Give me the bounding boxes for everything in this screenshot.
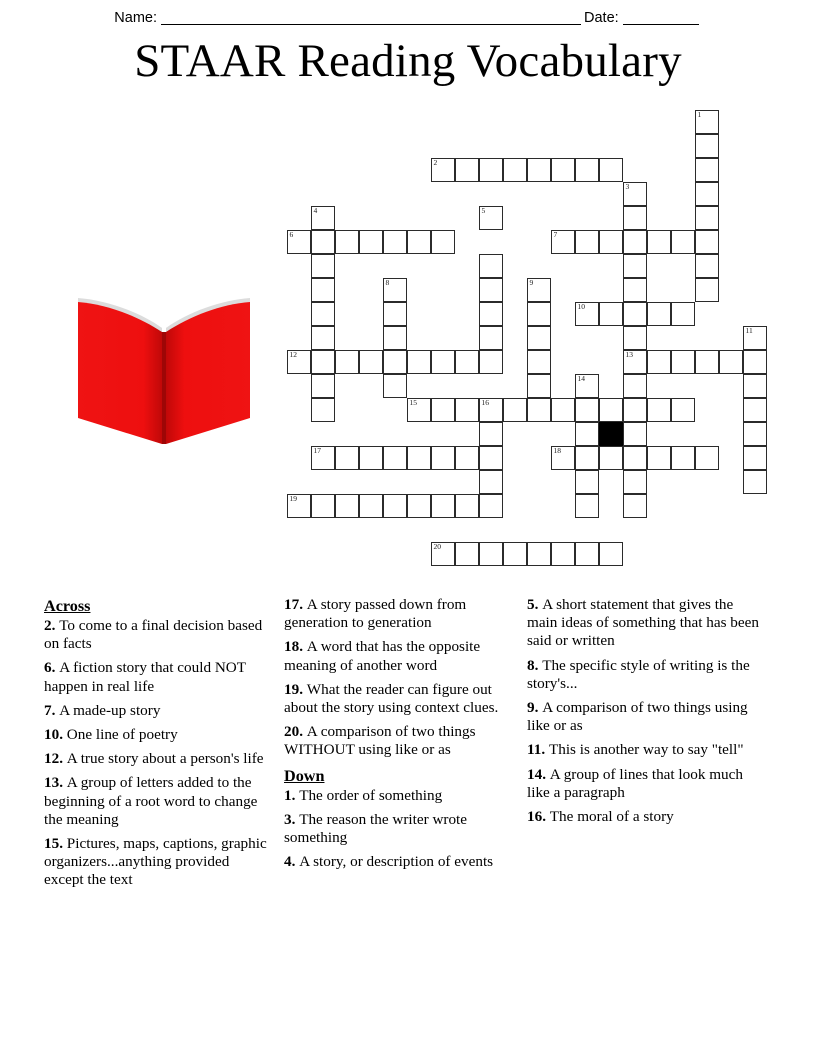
clue-number: 13. (44, 774, 67, 792)
clue-text: A word that has the opposite meaning of another word (284, 638, 481, 674)
grid-cell[interactable] (671, 302, 695, 326)
clue-column-3 (527, 596, 772, 896)
grid-cell-number: 1 (697, 110, 702, 119)
clue-number: 2. (44, 617, 60, 634)
grid-cell[interactable] (287, 494, 311, 518)
grid-cell[interactable] (311, 446, 335, 470)
grid-cell[interactable] (527, 326, 551, 350)
grid-cell[interactable] (647, 350, 671, 374)
grid-cell-number: 4 (313, 206, 318, 215)
grid-cell[interactable] (551, 446, 575, 470)
clue-text: A comparison of two things using like or as (527, 699, 748, 735)
grid-cell[interactable] (359, 230, 383, 254)
grid-cell[interactable] (479, 542, 503, 566)
open-book-icon (76, 286, 252, 444)
grid-cell[interactable] (695, 134, 719, 158)
grid-cell[interactable] (431, 398, 455, 422)
grid-cell[interactable] (527, 398, 551, 422)
grid-cell[interactable] (623, 374, 647, 398)
clue-item (284, 723, 515, 759)
grid-cell[interactable] (311, 494, 335, 518)
clue-text: A group of lines that look much like a paragraph (527, 765, 743, 801)
clue-text: A group of letters added to the beginning of a root word to change the meaning (44, 774, 258, 828)
grid-cell[interactable] (311, 254, 335, 278)
grid-cell[interactable] (479, 422, 503, 446)
clue-column-1 (44, 596, 284, 896)
grid-cell[interactable] (407, 230, 431, 254)
clue-number: 17. (284, 596, 307, 613)
grid-cell[interactable] (335, 230, 359, 254)
clue-item (44, 617, 272, 653)
grid-cell[interactable] (623, 398, 647, 422)
clue-column-2 (284, 596, 527, 896)
clue-number: 14. (527, 765, 550, 783)
grid-cell[interactable] (575, 158, 599, 182)
grid-cell[interactable] (623, 278, 647, 302)
grid-cell[interactable] (623, 206, 647, 230)
grid-cell[interactable] (359, 494, 383, 518)
grid-cell[interactable] (551, 158, 575, 182)
grid-cell[interactable] (743, 398, 767, 422)
grid-cell[interactable] (479, 398, 503, 422)
grid-cell[interactable] (719, 350, 743, 374)
clue-text: A story, or description of events (299, 853, 494, 871)
grid-cell[interactable] (695, 350, 719, 374)
grid-cell[interactable] (695, 110, 719, 134)
clue-number: 6. (44, 659, 60, 677)
grid-cell[interactable] (311, 350, 335, 374)
grid-cell[interactable] (455, 446, 479, 470)
clue-text: To come to a final decision based on facts (44, 617, 263, 653)
grid-cell-number: 3 (625, 182, 630, 191)
grid-cell[interactable] (671, 230, 695, 254)
grid-cell-number: 17 (313, 446, 321, 455)
grid-cell[interactable] (527, 278, 551, 302)
grid-cell[interactable] (647, 230, 671, 254)
grid-cell[interactable] (551, 230, 575, 254)
grid-cell[interactable] (383, 446, 407, 470)
grid-cell[interactable] (575, 470, 599, 494)
grid-cell[interactable] (311, 374, 335, 398)
grid-cell[interactable] (743, 326, 767, 350)
clue-item (44, 835, 272, 890)
grid-cell[interactable] (383, 230, 407, 254)
grid-cell[interactable] (623, 470, 647, 494)
grid-cell[interactable] (695, 446, 719, 470)
clue-text: What the reader can figure out about the story using context clues. (284, 680, 499, 717)
grid-cell[interactable] (599, 230, 623, 254)
clue-text: A true story about a person's life (66, 750, 264, 768)
grid-cell[interactable] (287, 350, 311, 374)
clue-number: 18. (284, 638, 307, 656)
clue-item (527, 766, 760, 802)
clue-item (284, 787, 515, 805)
grid-cell[interactable] (335, 446, 359, 470)
clue-number: 3. (284, 810, 300, 828)
grid-cell[interactable] (671, 350, 695, 374)
grid-cell[interactable] (455, 494, 479, 518)
grid-cell[interactable] (311, 398, 335, 422)
name-label: Name: (114, 10, 158, 26)
grid-cell[interactable] (527, 542, 551, 566)
date-input-line[interactable] (623, 11, 699, 25)
grid-cell-number: 19 (289, 494, 297, 503)
grid-cell-number: 9 (529, 278, 534, 287)
grid-cell[interactable] (527, 374, 551, 398)
grid-cell[interactable] (647, 302, 671, 326)
grid-cell[interactable] (407, 398, 431, 422)
grid-cell[interactable] (455, 158, 479, 182)
grid-cell[interactable] (407, 446, 431, 470)
grid-cell-number: 6 (289, 230, 294, 239)
grid-cell[interactable] (431, 350, 455, 374)
grid-cell-number: 13 (625, 350, 633, 359)
grid-cell[interactable] (743, 422, 767, 446)
grid-cell[interactable] (743, 446, 767, 470)
clue-item (44, 702, 272, 720)
across-clue-list-part1 (44, 617, 272, 890)
grid-cell[interactable] (551, 542, 575, 566)
grid-cell-number: 16 (481, 398, 489, 407)
across-heading: Across (44, 597, 91, 615)
date-label: Date: (584, 10, 619, 26)
clue-item (44, 726, 272, 744)
grid-cell[interactable] (479, 326, 503, 350)
name-date-bar (0, 0, 816, 26)
clue-text: A fiction story that could NOT happen in real life (44, 659, 246, 695)
crossword-grid[interactable] (287, 110, 777, 570)
grid-cell[interactable] (479, 494, 503, 518)
grid-cell[interactable] (503, 398, 527, 422)
grid-cell[interactable] (575, 542, 599, 566)
grid-cell-number: 18 (553, 446, 561, 455)
grid-cell[interactable] (479, 158, 503, 182)
grid-cell[interactable] (575, 230, 599, 254)
clue-number: 9. (527, 699, 543, 717)
grid-cell[interactable] (575, 374, 599, 398)
clue-number: 20. (284, 723, 307, 741)
grid-cell[interactable] (695, 158, 719, 182)
clue-text: A story passed down from generation to generation (284, 596, 467, 632)
grid-cell[interactable] (527, 158, 551, 182)
grid-cell[interactable] (623, 494, 647, 518)
grid-cell[interactable] (359, 446, 383, 470)
clue-number: 8. (527, 656, 543, 674)
grid-cell[interactable] (479, 278, 503, 302)
grid-cell[interactable] (383, 350, 407, 374)
clue-item (44, 750, 272, 768)
grid-cell[interactable] (311, 278, 335, 302)
clue-number: 19. (284, 680, 307, 698)
grid-cell[interactable] (551, 398, 575, 422)
clue-number: 16. (527, 808, 550, 826)
clue-item (527, 596, 760, 651)
grid-cell-blocked (599, 422, 623, 446)
grid-cell[interactable] (599, 302, 623, 326)
clue-text: One line of poetry (66, 726, 178, 744)
grid-cell[interactable] (623, 350, 647, 374)
grid-cell[interactable] (623, 230, 647, 254)
grid-cell[interactable] (647, 398, 671, 422)
grid-cell[interactable] (623, 254, 647, 278)
grid-cell[interactable] (623, 446, 647, 470)
grid-cell[interactable] (695, 230, 719, 254)
grid-cell[interactable] (383, 302, 407, 326)
clue-item (284, 853, 515, 871)
grid-cell[interactable] (383, 374, 407, 398)
grid-cell[interactable] (695, 182, 719, 206)
clues-section (44, 596, 780, 896)
grid-cell-number: 11 (745, 326, 753, 335)
grid-cell[interactable] (575, 398, 599, 422)
grid-cell[interactable] (575, 446, 599, 470)
clue-text: The moral of a story (549, 808, 674, 826)
grid-cell-number: 5 (481, 206, 486, 215)
clue-item (284, 596, 515, 632)
grid-cell[interactable] (455, 398, 479, 422)
grid-cell[interactable] (671, 398, 695, 422)
grid-cell[interactable] (695, 278, 719, 302)
grid-cell[interactable] (431, 158, 455, 182)
grid-cell[interactable] (479, 350, 503, 374)
clue-text: This is another way to say "tell" (548, 741, 744, 759)
clue-text: The order of something (299, 786, 443, 804)
grid-cell[interactable] (383, 494, 407, 518)
grid-cell-number: 15 (409, 398, 417, 407)
grid-cell[interactable] (527, 302, 551, 326)
grid-cell[interactable] (311, 206, 335, 230)
grid-cell[interactable] (479, 470, 503, 494)
grid-cell-number: 8 (385, 278, 390, 287)
clue-number: 1. (284, 786, 300, 804)
grid-cell[interactable] (599, 398, 623, 422)
grid-cell[interactable] (431, 494, 455, 518)
grid-cell[interactable] (479, 254, 503, 278)
grid-cell[interactable] (479, 446, 503, 470)
grid-cell[interactable] (695, 206, 719, 230)
grid-cell[interactable] (359, 350, 383, 374)
clue-number: 7. (44, 701, 60, 719)
grid-cell[interactable] (431, 230, 455, 254)
grid-cell[interactable] (647, 446, 671, 470)
clue-item (527, 741, 760, 759)
clue-number: 15. (44, 835, 67, 853)
grid-cell-number: 20 (433, 542, 441, 551)
grid-cell[interactable] (383, 326, 407, 350)
open-book-svg (76, 286, 252, 444)
grid-cell[interactable] (743, 470, 767, 494)
grid-cell[interactable] (311, 302, 335, 326)
grid-cell[interactable] (671, 446, 695, 470)
grid-cell[interactable] (383, 278, 407, 302)
clue-number: 5. (527, 596, 543, 613)
clue-text: Pictures, maps, captions, graphic organizers...anything provided except the text (44, 835, 267, 889)
grid-cell-number: 14 (577, 374, 585, 383)
page-title: STAAR Reading Vocabulary (134, 35, 682, 87)
grid-cell[interactable] (623, 326, 647, 350)
grid-cell[interactable] (599, 158, 623, 182)
clue-item (284, 638, 515, 674)
clue-text: A short statement that gives the main ideas of something that has been said or written (527, 596, 759, 650)
grid-cell-number: 12 (289, 350, 297, 359)
grid-cell[interactable] (287, 230, 311, 254)
grid-cell-number: 7 (553, 230, 558, 239)
grid-cell-number: 10 (577, 302, 585, 311)
grid-cell[interactable] (311, 230, 335, 254)
grid-cell[interactable] (623, 302, 647, 326)
clue-number: 10. (44, 726, 67, 744)
grid-cell[interactable] (575, 422, 599, 446)
grid-cell[interactable] (623, 182, 647, 206)
grid-cell-number: 2 (433, 158, 438, 167)
grid-cell[interactable] (575, 494, 599, 518)
grid-cell[interactable] (623, 422, 647, 446)
clue-item (44, 774, 272, 829)
grid-cell[interactable] (503, 542, 527, 566)
clue-item (284, 681, 515, 717)
grid-cell[interactable] (455, 542, 479, 566)
clue-item (527, 699, 760, 735)
clue-item (44, 659, 272, 695)
grid-cell[interactable] (599, 542, 623, 566)
clue-text: A comparison of two things WITHOUT using like or as (284, 723, 476, 759)
grid-cell[interactable] (743, 374, 767, 398)
clue-item (527, 657, 760, 693)
grid-cell[interactable] (431, 542, 455, 566)
down-clue-list-part1 (284, 787, 515, 872)
grid-cell[interactable] (311, 326, 335, 350)
name-input-line[interactable] (161, 11, 581, 25)
clue-number: 4. (284, 853, 300, 871)
clue-item (527, 808, 760, 826)
clue-item (284, 811, 515, 847)
grid-cell[interactable] (407, 350, 431, 374)
across-clue-list-part2 (284, 596, 515, 760)
clue-number: 11. (527, 741, 549, 759)
grid-cell[interactable] (479, 302, 503, 326)
down-clue-list-part2 (527, 596, 760, 826)
grid-cell[interactable] (335, 350, 359, 374)
grid-cell[interactable] (743, 350, 767, 374)
clue-number: 12. (44, 750, 67, 768)
grid-cell[interactable] (527, 350, 551, 374)
grid-cell[interactable] (407, 494, 431, 518)
grid-cell[interactable] (575, 302, 599, 326)
grid-cell[interactable] (335, 494, 359, 518)
clue-text: The reason the writer wrote something (284, 810, 468, 847)
clue-text: A made-up story (59, 701, 161, 719)
grid-cell[interactable] (431, 446, 455, 470)
grid-cell[interactable] (599, 446, 623, 470)
grid-cell[interactable] (695, 254, 719, 278)
grid-cell[interactable] (479, 206, 503, 230)
grid-cell[interactable] (503, 158, 527, 182)
down-heading: Down (284, 766, 325, 785)
grid-cell[interactable] (455, 350, 479, 374)
clue-text: The specific style of writing is the story's... (527, 656, 750, 692)
